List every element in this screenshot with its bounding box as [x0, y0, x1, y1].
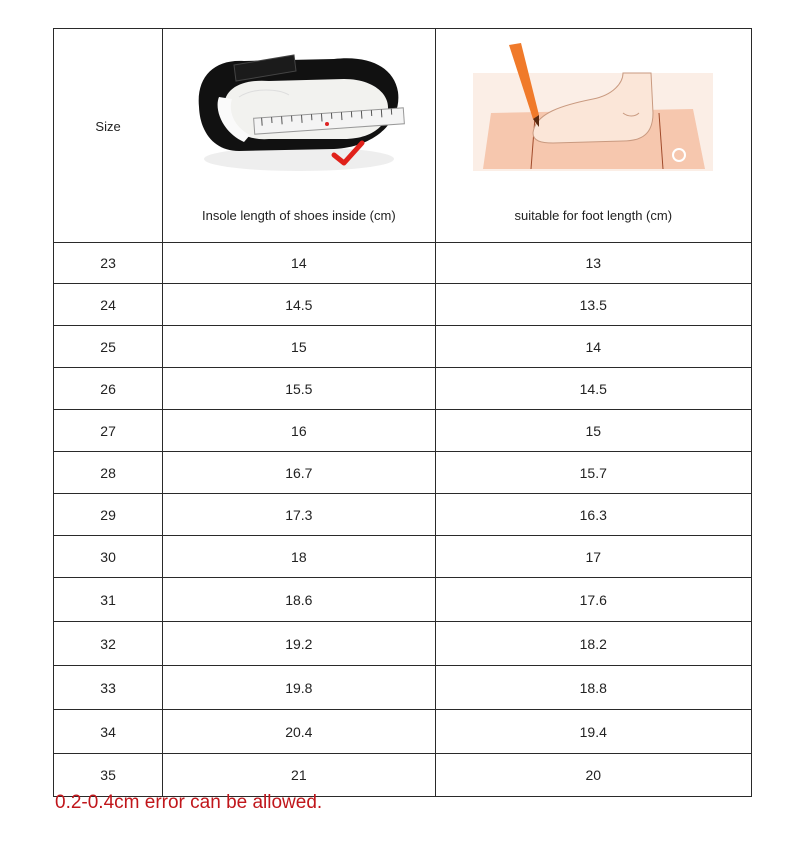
- size-cell: 31: [54, 578, 163, 622]
- table-row: [54, 284, 752, 326]
- foot-measure-icon: [473, 43, 713, 173]
- size-cell: 33: [54, 666, 163, 710]
- table-row: [54, 326, 752, 368]
- size-cell: 26: [54, 368, 163, 410]
- size-cell: 35: [54, 754, 163, 797]
- foot-cell: 14: [435, 326, 751, 368]
- insole-cell: 19.2: [163, 622, 435, 666]
- table-row: [54, 494, 752, 536]
- size-cell: 27: [54, 410, 163, 452]
- foot-cell: 17.6: [435, 578, 751, 622]
- table-row: [54, 452, 752, 494]
- error-note: 0.2-0.4cm error can be allowed.: [55, 792, 323, 813]
- insole-header-caption: Insole length of shoes inside (cm): [202, 208, 396, 223]
- table-row: [54, 666, 752, 710]
- foot-cell: 15.7: [435, 452, 751, 494]
- table-row: [54, 368, 752, 410]
- foot-cell: 15: [435, 410, 751, 452]
- insole-header-cell: [163, 29, 435, 243]
- table-row: [54, 622, 752, 666]
- foot-cell: 13: [435, 243, 751, 284]
- insole-cell: 16.7: [163, 452, 435, 494]
- foot-cell: 18.2: [435, 622, 751, 666]
- shoe-insole-measure-icon: [184, 37, 414, 177]
- table-row: [54, 410, 752, 452]
- insole-cell: 15: [163, 326, 435, 368]
- size-cell: 28: [54, 452, 163, 494]
- table-row: [54, 243, 752, 284]
- size-cell: 32: [54, 622, 163, 666]
- foot-cell: 14.5: [435, 368, 751, 410]
- size-cell: 25: [54, 326, 163, 368]
- foot-header-caption: suitable for foot length (cm): [514, 208, 673, 223]
- table-row: [54, 578, 752, 622]
- table-row: [54, 536, 752, 578]
- table-row: [54, 754, 752, 797]
- size-cell: 30: [54, 536, 163, 578]
- insole-cell: 19.8: [163, 666, 435, 710]
- header-row: [54, 29, 752, 243]
- table-row: [54, 710, 752, 754]
- insole-cell: 14: [163, 243, 435, 284]
- foot-cell: 18.8: [435, 666, 751, 710]
- size-cell: 23: [54, 243, 163, 284]
- insole-cell: 18.6: [163, 578, 435, 622]
- size-header-label: Size: [95, 119, 121, 134]
- foot-cell: 16.3: [435, 494, 751, 536]
- size-cell: 29: [54, 494, 163, 536]
- foot-cell: 13.5: [435, 284, 751, 326]
- size-header-cell: [54, 29, 163, 243]
- insole-cell: 17.3: [163, 494, 435, 536]
- insole-cell: 20.4: [163, 710, 435, 754]
- foot-header-cell: [435, 29, 751, 243]
- insole-cell: 18: [163, 536, 435, 578]
- size-chart-table: [53, 28, 752, 797]
- size-cell: 34: [54, 710, 163, 754]
- insole-cell: 21: [163, 754, 435, 797]
- insole-cell: 14.5: [163, 284, 435, 326]
- foot-cell: 19.4: [435, 710, 751, 754]
- size-cell: 24: [54, 284, 163, 326]
- foot-cell: 20: [435, 754, 751, 797]
- insole-cell: 16: [163, 410, 435, 452]
- insole-cell: 15.5: [163, 368, 435, 410]
- foot-cell: 17: [435, 536, 751, 578]
